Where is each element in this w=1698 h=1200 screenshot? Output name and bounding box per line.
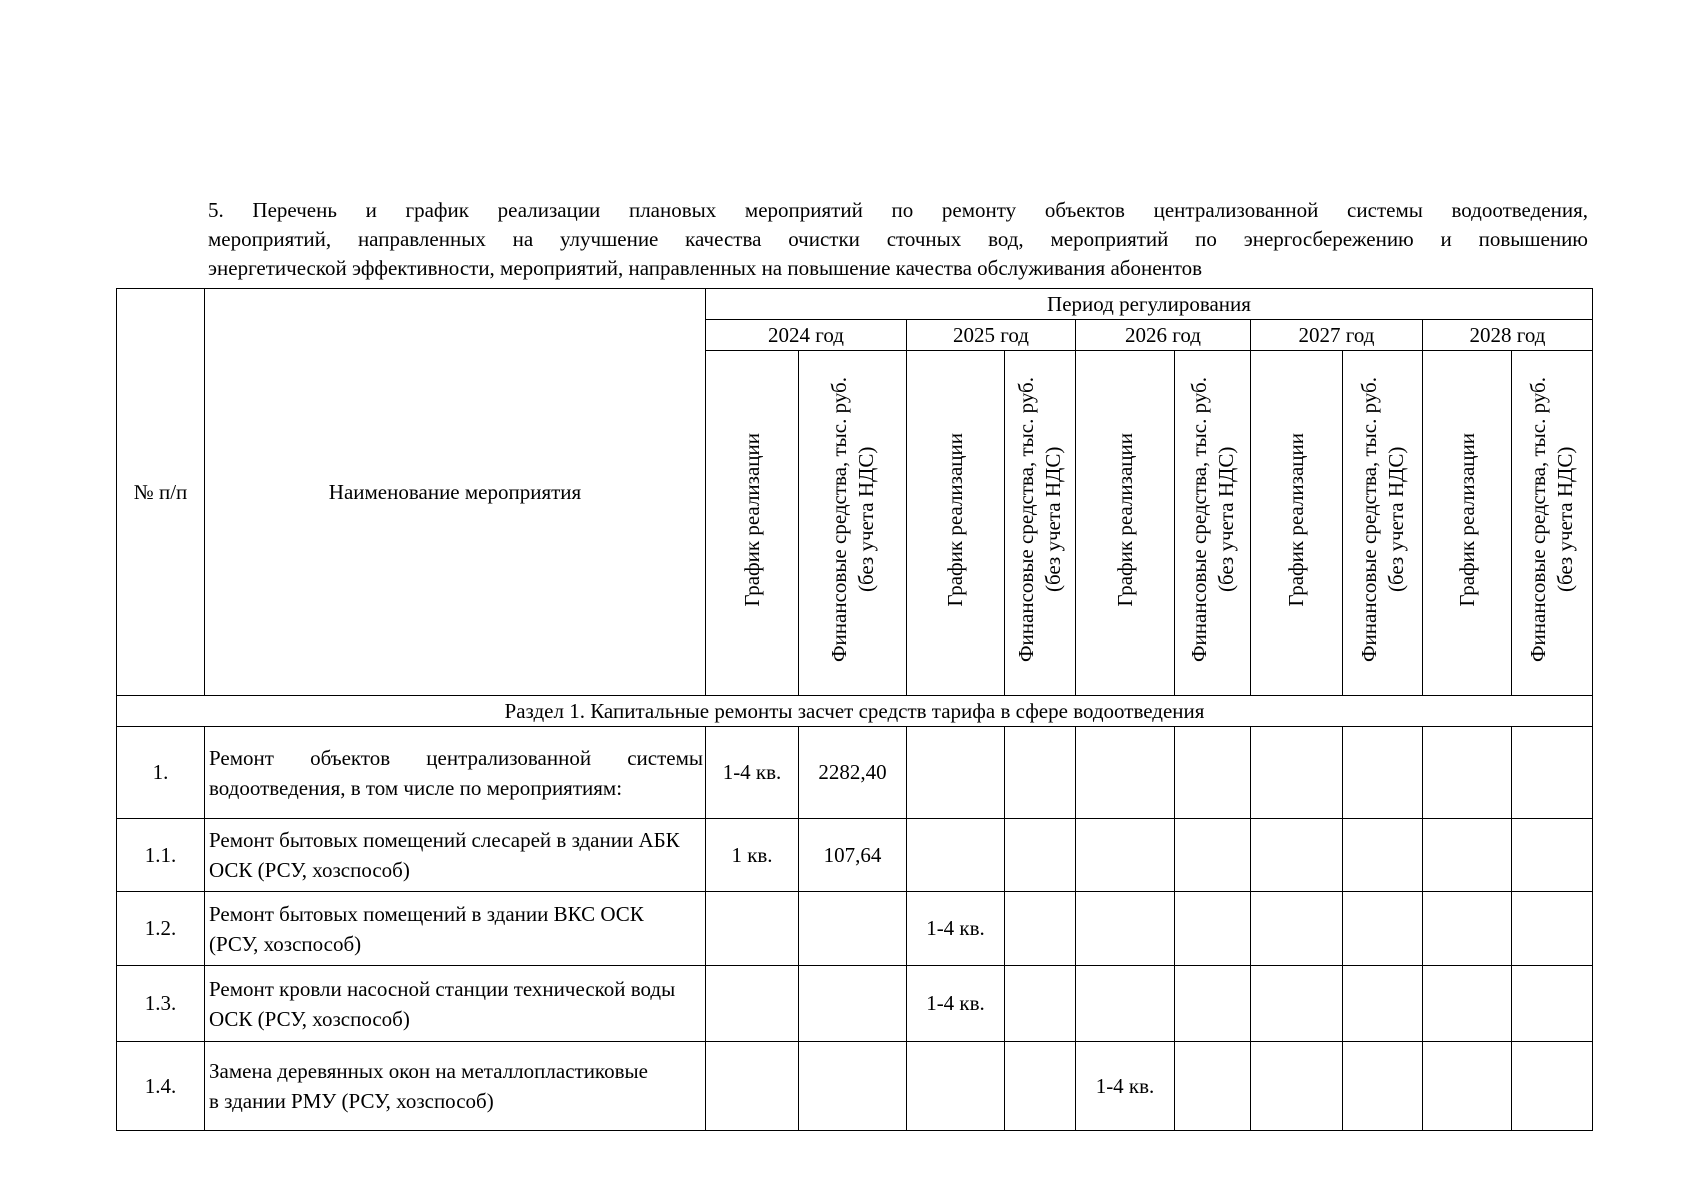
row-num: 1.3. — [117, 966, 205, 1042]
schedule-label: График реализации — [943, 433, 967, 607]
finance-label: Финансовые средства, тыс. руб. (без учета НДС) — [1356, 377, 1408, 663]
table-row — [117, 819, 1593, 892]
cell — [1175, 727, 1251, 819]
finance-header-2028 — [1512, 351, 1593, 696]
row-name: Ремонт кровли насосной станции технической воды ОСК (РСУ, хозспособ) — [205, 966, 706, 1042]
cell — [1175, 1042, 1251, 1131]
table-row — [117, 1042, 1593, 1131]
finance-header-2027 — [1343, 351, 1423, 696]
schedule-header-2024 — [706, 351, 799, 696]
cell: 1-4 кв. — [907, 892, 1005, 966]
cell — [1251, 892, 1343, 966]
year-header: 2028 год — [1423, 320, 1593, 351]
row-name: Ремонт объектов централизованной системы водоотведения, в том числе по мероприятиям: — [205, 727, 706, 819]
cell: 2282,40 — [799, 727, 907, 819]
year-header: 2025 год — [907, 320, 1076, 351]
period-header: Период регулирования — [706, 289, 1593, 320]
cell — [1343, 966, 1423, 1042]
schedule-header-2027 — [1251, 351, 1343, 696]
table-row — [117, 892, 1593, 966]
cell — [706, 892, 799, 966]
cell — [799, 892, 907, 966]
cell — [799, 966, 907, 1042]
cell — [1512, 892, 1593, 966]
table-row — [117, 727, 1593, 819]
cell — [706, 966, 799, 1042]
row-num: 1.4. — [117, 1042, 205, 1131]
cell — [1343, 1042, 1423, 1131]
cell: 1-4 кв. — [1076, 1042, 1175, 1131]
finance-label: Финансовые средства, тыс. руб. (без учета НДС) — [1186, 377, 1238, 663]
cell — [799, 1042, 907, 1131]
cell: 1 кв. — [706, 819, 799, 892]
schedule-label: График реализации — [739, 433, 764, 607]
cell — [1005, 966, 1076, 1042]
finance-header-2024 — [799, 351, 907, 696]
cell — [1251, 1042, 1343, 1131]
finance-label: Финансовые средства, тыс. руб. (без учета НДС) — [1526, 377, 1577, 663]
cell: 1-4 кв. — [907, 966, 1005, 1042]
row-num: 1. — [117, 727, 205, 819]
cell — [1005, 892, 1076, 966]
heading-line-3: энергетической эффективности, мероприятий, направленных на повышение качества обслуживания абонентов — [208, 256, 1203, 280]
finance-header-2025 — [1005, 351, 1076, 696]
cell — [1076, 966, 1175, 1042]
cell — [1076, 727, 1175, 819]
cell: 107,64 — [799, 819, 907, 892]
heading-line-1: 5. Перечень и график реализации плановых мероприятий по ремонту объектов централизованной системы водоотведения, — [208, 198, 1588, 222]
cell — [907, 1042, 1005, 1131]
cell — [1343, 892, 1423, 966]
section-1-title: Раздел 1. Капитальные ремонты засчет средств тарифа в сфере водоотведения — [117, 696, 1593, 727]
col-header-num: № п/п — [117, 289, 205, 696]
cell — [1512, 819, 1593, 892]
row-num: 1.2. — [117, 892, 205, 966]
cell — [1423, 727, 1512, 819]
document-heading — [208, 196, 1588, 283]
cell — [1175, 892, 1251, 966]
row-name: Ремонт бытовых помещений слесарей в здании АБК ОСК (РСУ, хозспособ) — [205, 819, 706, 892]
schedule-label: График реализации — [1112, 433, 1137, 607]
cell — [1175, 966, 1251, 1042]
schedule-header-2028 — [1423, 351, 1512, 696]
cell — [1251, 727, 1343, 819]
year-header: 2027 год — [1251, 320, 1423, 351]
finance-header-2026 — [1175, 351, 1251, 696]
cell — [1512, 966, 1593, 1042]
cell — [1076, 892, 1175, 966]
year-header: 2026 год — [1076, 320, 1251, 351]
cell — [1005, 1042, 1076, 1131]
heading-line-2: мероприятий, направленных на улучшение качества очистки сточных вод, мероприятий по энергосбережению и повышению — [208, 227, 1588, 251]
plan-table — [116, 288, 1593, 1131]
cell — [907, 819, 1005, 892]
cell: 1-4 кв. — [706, 727, 799, 819]
cell — [706, 1042, 799, 1131]
year-header: 2024 год — [706, 320, 907, 351]
cell — [1512, 727, 1593, 819]
cell — [1423, 1042, 1512, 1131]
cell — [1423, 892, 1512, 966]
row-name: Ремонт бытовых помещений в здании ВКС ОСК (РСУ, хозспособ) — [205, 892, 706, 966]
cell — [907, 727, 1005, 819]
cell — [1251, 819, 1343, 892]
cell — [1005, 819, 1076, 892]
cell — [1512, 1042, 1593, 1131]
cell — [1005, 727, 1076, 819]
schedule-header-2026 — [1076, 351, 1175, 696]
finance-label: Финансовые средства, тыс. руб. (без учета НДС) — [1014, 377, 1065, 663]
schedule-label: График реализации — [1284, 433, 1308, 607]
finance-label: Финансовые средства, тыс. руб. (без учета НДС) — [826, 377, 878, 663]
cell — [1423, 966, 1512, 1042]
cell — [1076, 819, 1175, 892]
cell — [1343, 727, 1423, 819]
table-row — [117, 966, 1593, 1042]
cell — [1343, 819, 1423, 892]
schedule-label: График реализации — [1454, 433, 1479, 607]
cell — [1175, 819, 1251, 892]
row-num: 1.1. — [117, 819, 205, 892]
row-name: Замена деревянных окон на металлопластиковые в здании РМУ (РСУ, хозспособ) — [205, 1042, 706, 1131]
col-header-name: Наименование мероприятия — [205, 289, 706, 696]
schedule-header-2025 — [907, 351, 1005, 696]
cell — [1423, 819, 1512, 892]
cell — [1251, 966, 1343, 1042]
